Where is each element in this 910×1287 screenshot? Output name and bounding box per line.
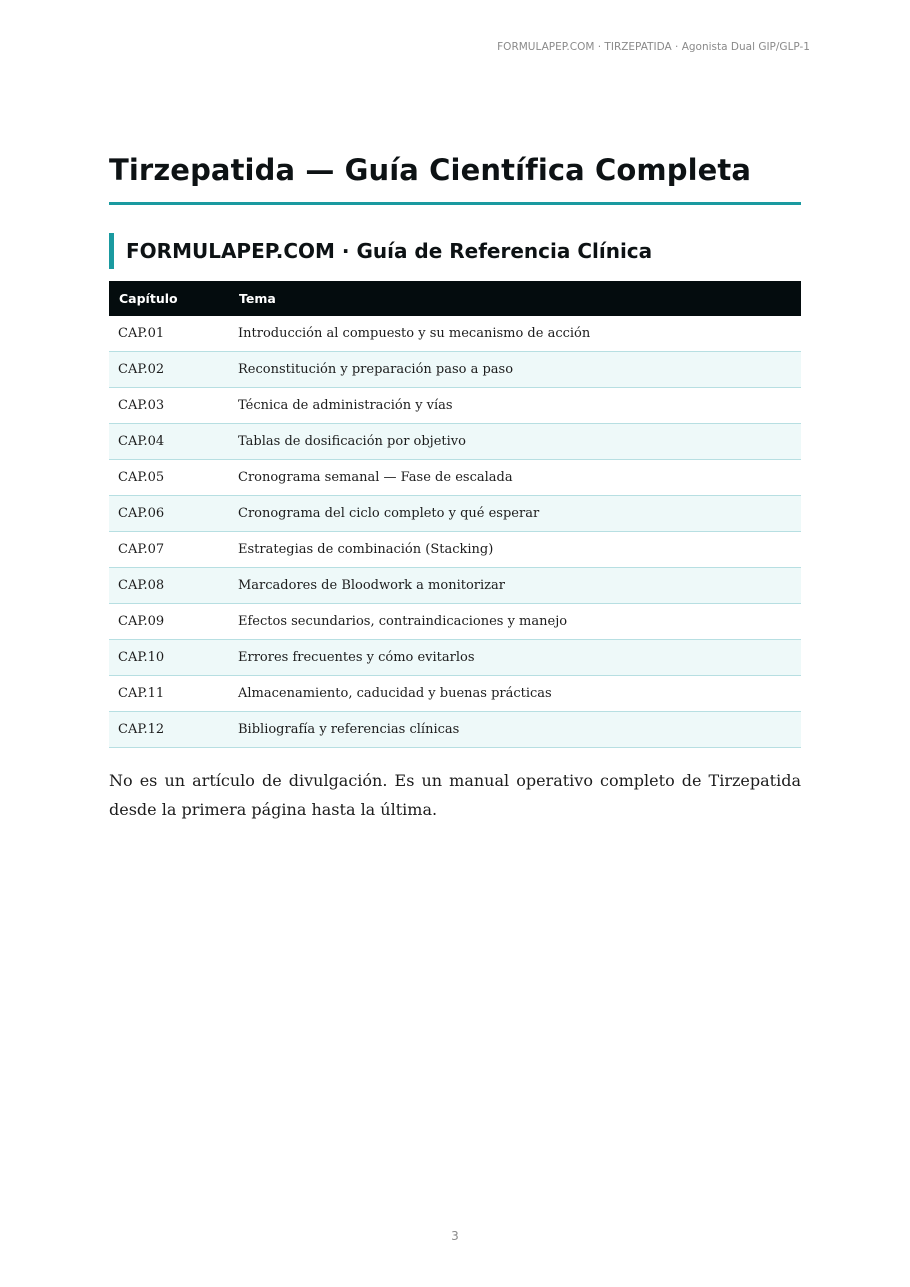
- table-row: [109, 496, 801, 532]
- table-row: [109, 388, 801, 424]
- chapter-code-cell: CAP.05: [109, 460, 229, 496]
- chapter-code-cell: CAP.10: [109, 640, 229, 676]
- chapter-code-cell: CAP.11: [109, 676, 229, 712]
- chapter-table: [109, 281, 801, 748]
- section-accent-bar: [109, 233, 114, 269]
- page-content: [109, 150, 801, 840]
- column-header-chapter: Capítulo: [109, 281, 229, 316]
- table-header: [109, 281, 801, 316]
- table-row: [109, 316, 801, 352]
- chapter-code-cell: CAP.09: [109, 604, 229, 640]
- column-header-topic: Tema: [229, 281, 801, 316]
- running-header: FORMULAPEP.COM · TIRZEPATIDA · Agonista Dual GIP/GLP-1: [497, 41, 810, 53]
- chapter-code-cell: CAP.06: [109, 496, 229, 532]
- table-row: [109, 640, 801, 676]
- chapter-topic-cell: Efectos secundarios, contraindicaciones y manejo: [229, 604, 801, 640]
- body-paragraph: No es un artículo de divulgación. Es un manual operativo completo de Tirzepatida desde la primera página hasta la última.: [109, 771, 801, 819]
- chapter-code-cell: CAP.04: [109, 424, 229, 460]
- chapter-topic-cell: Marcadores de Bloodwork a monitorizar: [229, 568, 801, 604]
- chapter-topic-cell: Reconstitución y preparación paso a paso: [229, 352, 801, 388]
- table-header-row: [109, 281, 801, 316]
- chapter-code-cell: CAP.07: [109, 532, 229, 568]
- section-heading-text: FORMULAPEP.COM · Guía de Referencia Clínica: [126, 239, 653, 263]
- title-divider: [109, 202, 801, 205]
- table-row: [109, 352, 801, 388]
- chapter-topic-cell: Técnica de administración y vías: [229, 388, 801, 424]
- table-body: [109, 316, 801, 748]
- chapter-topic-cell: Tablas de dosificación por objetivo: [229, 424, 801, 460]
- chapter-topic-cell: Introducción al compuesto y su mecanismo de acción: [229, 316, 801, 352]
- chapter-topic-cell: Cronograma semanal — Fase de escalada: [229, 460, 801, 496]
- table-row: [109, 676, 801, 712]
- chapter-code-cell: CAP.02: [109, 352, 229, 388]
- table-row: [109, 712, 801, 748]
- page-number: 3: [451, 1229, 459, 1243]
- section-heading: [109, 233, 801, 269]
- chapter-code-cell: CAP.03: [109, 388, 229, 424]
- chapter-code-cell: CAP.08: [109, 568, 229, 604]
- table-row: [109, 568, 801, 604]
- table-row: [109, 532, 801, 568]
- chapter-topic-cell: Almacenamiento, caducidad y buenas prácticas: [229, 676, 801, 712]
- chapter-topic-cell: Estrategias de combinación (Stacking): [229, 532, 801, 568]
- table-row: [109, 460, 801, 496]
- table-row: [109, 604, 801, 640]
- document-title: Tirzepatida — Guía Científica Completa: [109, 153, 752, 187]
- chapter-code-cell: CAP.12: [109, 712, 229, 748]
- chapter-topic-cell: Errores frecuentes y cómo evitarlos: [229, 640, 801, 676]
- table-row: [109, 424, 801, 460]
- chapter-topic-cell: Bibliografía y referencias clínicas: [229, 712, 801, 748]
- chapter-topic-cell: Cronograma del ciclo completo y qué esperar: [229, 496, 801, 532]
- chapter-code-cell: CAP.01: [109, 316, 229, 352]
